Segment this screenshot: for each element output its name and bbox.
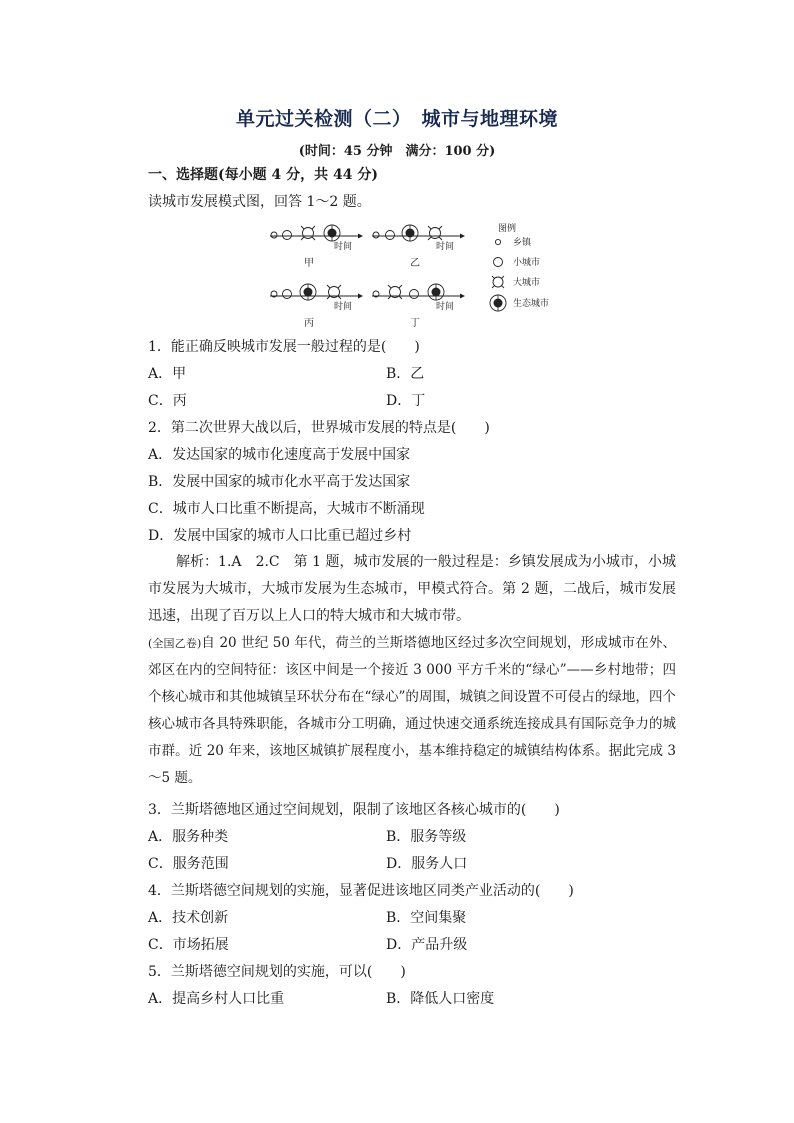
town-icon [271,232,277,238]
reading-passage [148,630,676,792]
panel-label-jia: 甲 [304,258,314,269]
question-3-option-c: C．服务范围 [148,856,229,872]
legend-town-label: 乡镇 [513,238,532,248]
large-city-icon [301,226,315,240]
question-4-option-b: B．空间集聚 [386,910,467,926]
question-4-stem: 4．兰斯塔德空间规划的实施，显著促进该地区同类产业活动的( ) [148,883,574,899]
panel-ding [372,284,465,329]
page-subtitle: (时间：45 分钟 满分：100 分) [298,144,496,159]
eco-city-icon [300,284,316,300]
legend-large-city-icon [492,276,504,288]
page-title: 单元过关检测（二） 城市与地理环境 [235,108,558,130]
panel-label-bing: 丙 [304,318,314,329]
question-3-option-b: B．服务等级 [386,829,467,845]
question-1-stem: 1．能正确反映城市发展一般过程的是( ) [148,339,420,355]
large-city-icon [327,285,341,299]
legend [490,222,549,311]
panel-label-yi: 乙 [410,258,420,269]
legend-eco-city-label: 生态城市 [513,299,550,309]
panel-jia [270,225,363,269]
small-city-icon [410,290,419,299]
question-2-stem: 2．第二次世界大战以后，世界城市发展的特点是( ) [148,420,490,436]
legend-title: 图例 [498,224,517,234]
analysis-paragraph: 解析：1.A 2.C 第 1 题，城市发展的一般过程是：乡镇发展成为小城市，小城市发展为大城市，大城市发展为生态城市，甲模式符合。第 2 题，二战后，城市发展迅速，出现了百万以上人口的特大城市和大城市带。 [148,554,676,624]
time-label: 时间 [334,242,353,252]
question-intro: 读城市发展模式图，回答 1～2 题。 [148,194,371,210]
question-1-option-a: A．甲 [148,366,187,382]
question-4-option-d: D．产品升级 [386,937,468,953]
question-2-option-c: C．城市人口比重不断提高，大城市不断涌现 [148,501,425,517]
eco-city-icon [402,225,418,241]
legend-small-city-icon [494,258,503,267]
eco-city-icon [428,284,444,300]
question-3-option-a: A．服务种类 [148,829,229,845]
time-label: 时间 [436,242,455,252]
eco-city-icon [324,225,340,241]
question-5-stem: 5．兰斯塔德空间规划的实施，可以( ) [148,964,406,980]
legend-small-city-label: 小城市 [513,258,541,268]
panel-bing [270,284,363,329]
section-heading: 一、选择题(每小题 4 分，共 44 分) [148,167,378,183]
time-label: 时间 [436,302,455,312]
legend-large-city-label: 大城市 [513,278,541,288]
town-icon [373,232,379,238]
question-1-option-d: D．丁 [386,393,426,409]
legend-town-icon [495,239,500,244]
city-development-diagram [262,218,572,336]
question-4-option-c: C．市场拓展 [148,937,229,953]
question-2-option-b: B．发展中国家的城市化水平高于发达国家 [148,474,411,490]
panel-yi [372,225,465,269]
large-city-icon [428,226,442,240]
question-2-option-a: A．发达国家的城市化速度高于发展中国家 [148,447,411,463]
legend-eco-city-icon [490,295,506,311]
small-city-icon [283,231,292,240]
question-1-option-c: C．丙 [148,393,187,409]
time-label: 时间 [334,302,353,312]
question-5-option-b: B．降低人口密度 [386,991,495,1007]
small-city-icon [386,231,395,240]
question-2-option-d: D．发展中国家的城市人口比重已超过乡村 [148,528,412,544]
question-3-stem: 3．兰斯塔德地区通过空间规划，限制了该地区各核心城市的( ) [148,802,560,818]
large-city-icon [388,285,402,299]
passage-source: (全国乙卷) [148,637,202,650]
question-4-option-a: A．技术创新 [148,910,229,926]
small-city-icon [283,290,292,299]
question-5-option-a: A．提高乡村人口比重 [148,991,285,1007]
question-3-option-d: D．服务人口 [386,856,468,872]
panel-label-ding: 丁 [410,318,420,329]
passage-text: 自 20 世纪 50 年代，荷兰的兰斯塔德地区经过多次空间规划，形成城市在外、郊区在内的空间特征：该区中间是一个接近 3 000 平方千米的“绿心”——乡村地带；四个核心城市和其他城镇呈环状分布在“绿心”的周围，城镇之间设置不可侵占的绿地，四个核心城市各具特殊职能，各城市分工明确，通过快速交通系统连接成具有国际竞争力的城市群。近 20 年来，该地区城镇扩展程度小，基本维持稳定的城镇结构体系。据此完成 3～5 题。 [148,635,676,786]
question-1-option-b: B．乙 [386,366,425,382]
